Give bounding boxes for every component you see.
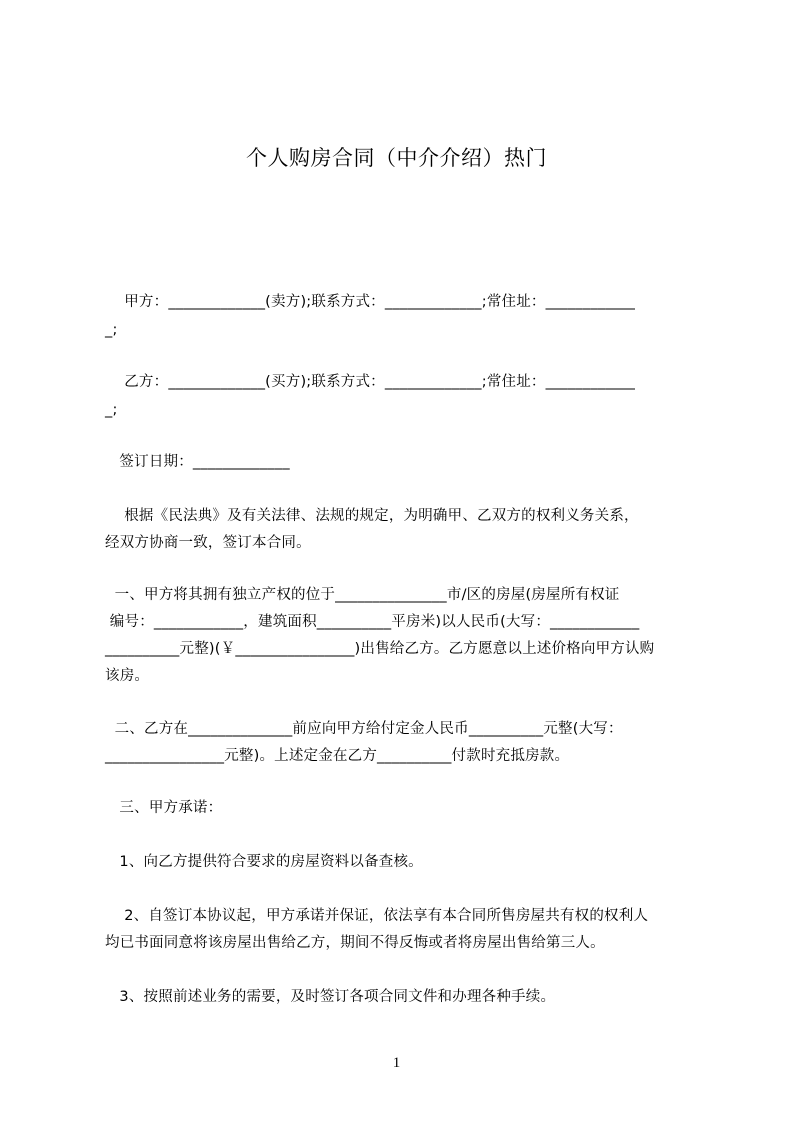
preamble-line-1: 根据《民法典》及有关法律、法规的规定，为明确甲、乙双方的权利义务关系， [105, 508, 639, 524]
party-b-line-cont: _; [105, 402, 118, 418]
clause-2-line-1: 二、乙方在______________前应向甲方给付定金人民币__________元整(大写： [105, 721, 623, 737]
clause-3-heading: 三、甲方承诺： [105, 800, 223, 816]
clause-1-line-1: 一、甲方将其拥有独立产权的位于_______________市/区的房屋(房屋所有权证 [105, 587, 620, 603]
clause-3-item-2-line-2: 均已书面同意将该房屋出售给乙方，期间不得反悔或者将房屋出售给第三人。 [105, 935, 605, 951]
party-b-line: 乙方：_____________(买方);联系方式：_____________;常住址：____________ [105, 374, 636, 390]
page-number: 1 [392, 1055, 401, 1071]
clause-3-item-1: 1、向乙方提供符合要求的房屋资料以备查核。 [105, 854, 423, 870]
clause-3-item-2-line-1: 2、自签订本协议起，甲方承诺并保证，依法享有本合同所售房屋共有权的权利人 [105, 908, 649, 924]
clause-2-line-2: ________________元整)。上述定金在乙方__________付款时充抵房款。 [105, 748, 570, 764]
party-a-line-cont: _; [105, 322, 118, 338]
clause-1-line-2: 编号：____________，建筑面积__________平房米)以人民币(大写：____________ [105, 614, 640, 630]
party-a-line: 甲方：_____________(卖方);联系方式：_____________;常住址：____________ [105, 294, 636, 310]
sign-date-line: 签订日期：_____________ [105, 454, 290, 470]
document-title: 个人购房合同（中介介绍）热门 [246, 146, 547, 170]
clause-1-line-4: 该房。 [105, 668, 150, 684]
clause-3-item-3: 3、按照前述业务的需要，及时签订各项合同文件和办理各种手续。 [105, 989, 556, 1005]
preamble-line-2: 经双方协商一致，签订本合同。 [105, 535, 311, 551]
clause-1-line-3: __________元整)(￥________________)出售给乙方。乙方愿意以上述价格向甲方认购 [105, 641, 655, 657]
